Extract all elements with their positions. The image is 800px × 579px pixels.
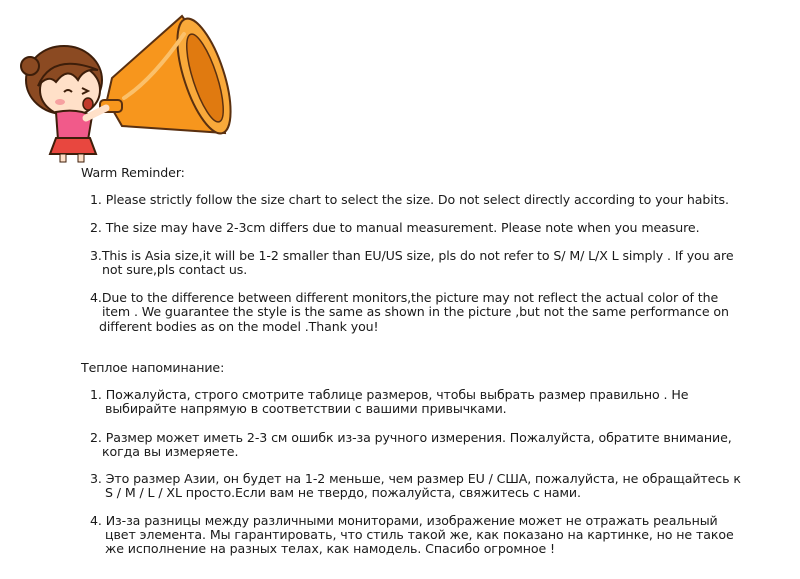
russian-item-3-line: 3. Это размер Азии, он будет на 1-2 меньше, чем размер EU / США, пожалуйста, не обращайтесь к	[90, 471, 741, 486]
russian-heading: Теплое напоминание:	[81, 360, 225, 375]
english-heading: Warm Reminder:	[81, 165, 185, 180]
english-item-4-line: different bodies as on the model .Thank you!	[99, 319, 379, 334]
russian-item-2-line: 2. Размер может иметь 2-3 см ошибк из-за ручного измерения. Пожалуйста, обратите внимание,	[90, 430, 732, 445]
russian-item-4-line: 4. Из-за разницы между различными мониторами, изображение может не отражать реальный	[90, 513, 718, 528]
english-item-4-line: item . We guarantee the style is the same as shown in the picture ,but not the same performance on	[102, 304, 729, 319]
russian-item-1-line: выбирайте напрямую в соответствии с вашими привычками.	[105, 401, 507, 416]
english-item-2-line: 2. The size may have 2-3cm differs due to manual measurement. Please note when you measure.	[90, 220, 700, 235]
russian-item-2-line: когда вы измеряете.	[102, 444, 239, 459]
english-item-3-line: not sure,pls contact us.	[102, 262, 248, 277]
megaphone-icon	[12, 8, 242, 163]
russian-item-4-line: цвет элемента. Мы гарантировать, что стиль такой же, как показано на картинке, но не такое	[105, 527, 734, 542]
russian-item-1-line: 1. Пожалуйста, строго смотрите таблице размеров, чтобы выбрать размер правильно . Не	[90, 387, 689, 402]
russian-item-3-line: S / M / L / XL просто.Если вам не твердо, пожалуйста, свяжитесь с нами.	[105, 485, 581, 500]
english-item-1-line: 1. Please strictly follow the size chart to select the size. Do not select directly according to your habits.	[90, 192, 729, 207]
english-item-4-line: 4.Due to the difference between different monitors,the picture may not reflect the actual color of the	[90, 290, 719, 305]
russian-item-4-line: же исполнение на разных телах, как намодель. Спасибо огромное !	[105, 541, 555, 556]
girl-megaphone-illustration	[12, 8, 242, 163]
english-item-3-line: 3.This is Asia size,it will be 1-2 smaller than EU/US size, pls do not refer to S/ M/ L/X L simply . If you are	[90, 248, 734, 263]
